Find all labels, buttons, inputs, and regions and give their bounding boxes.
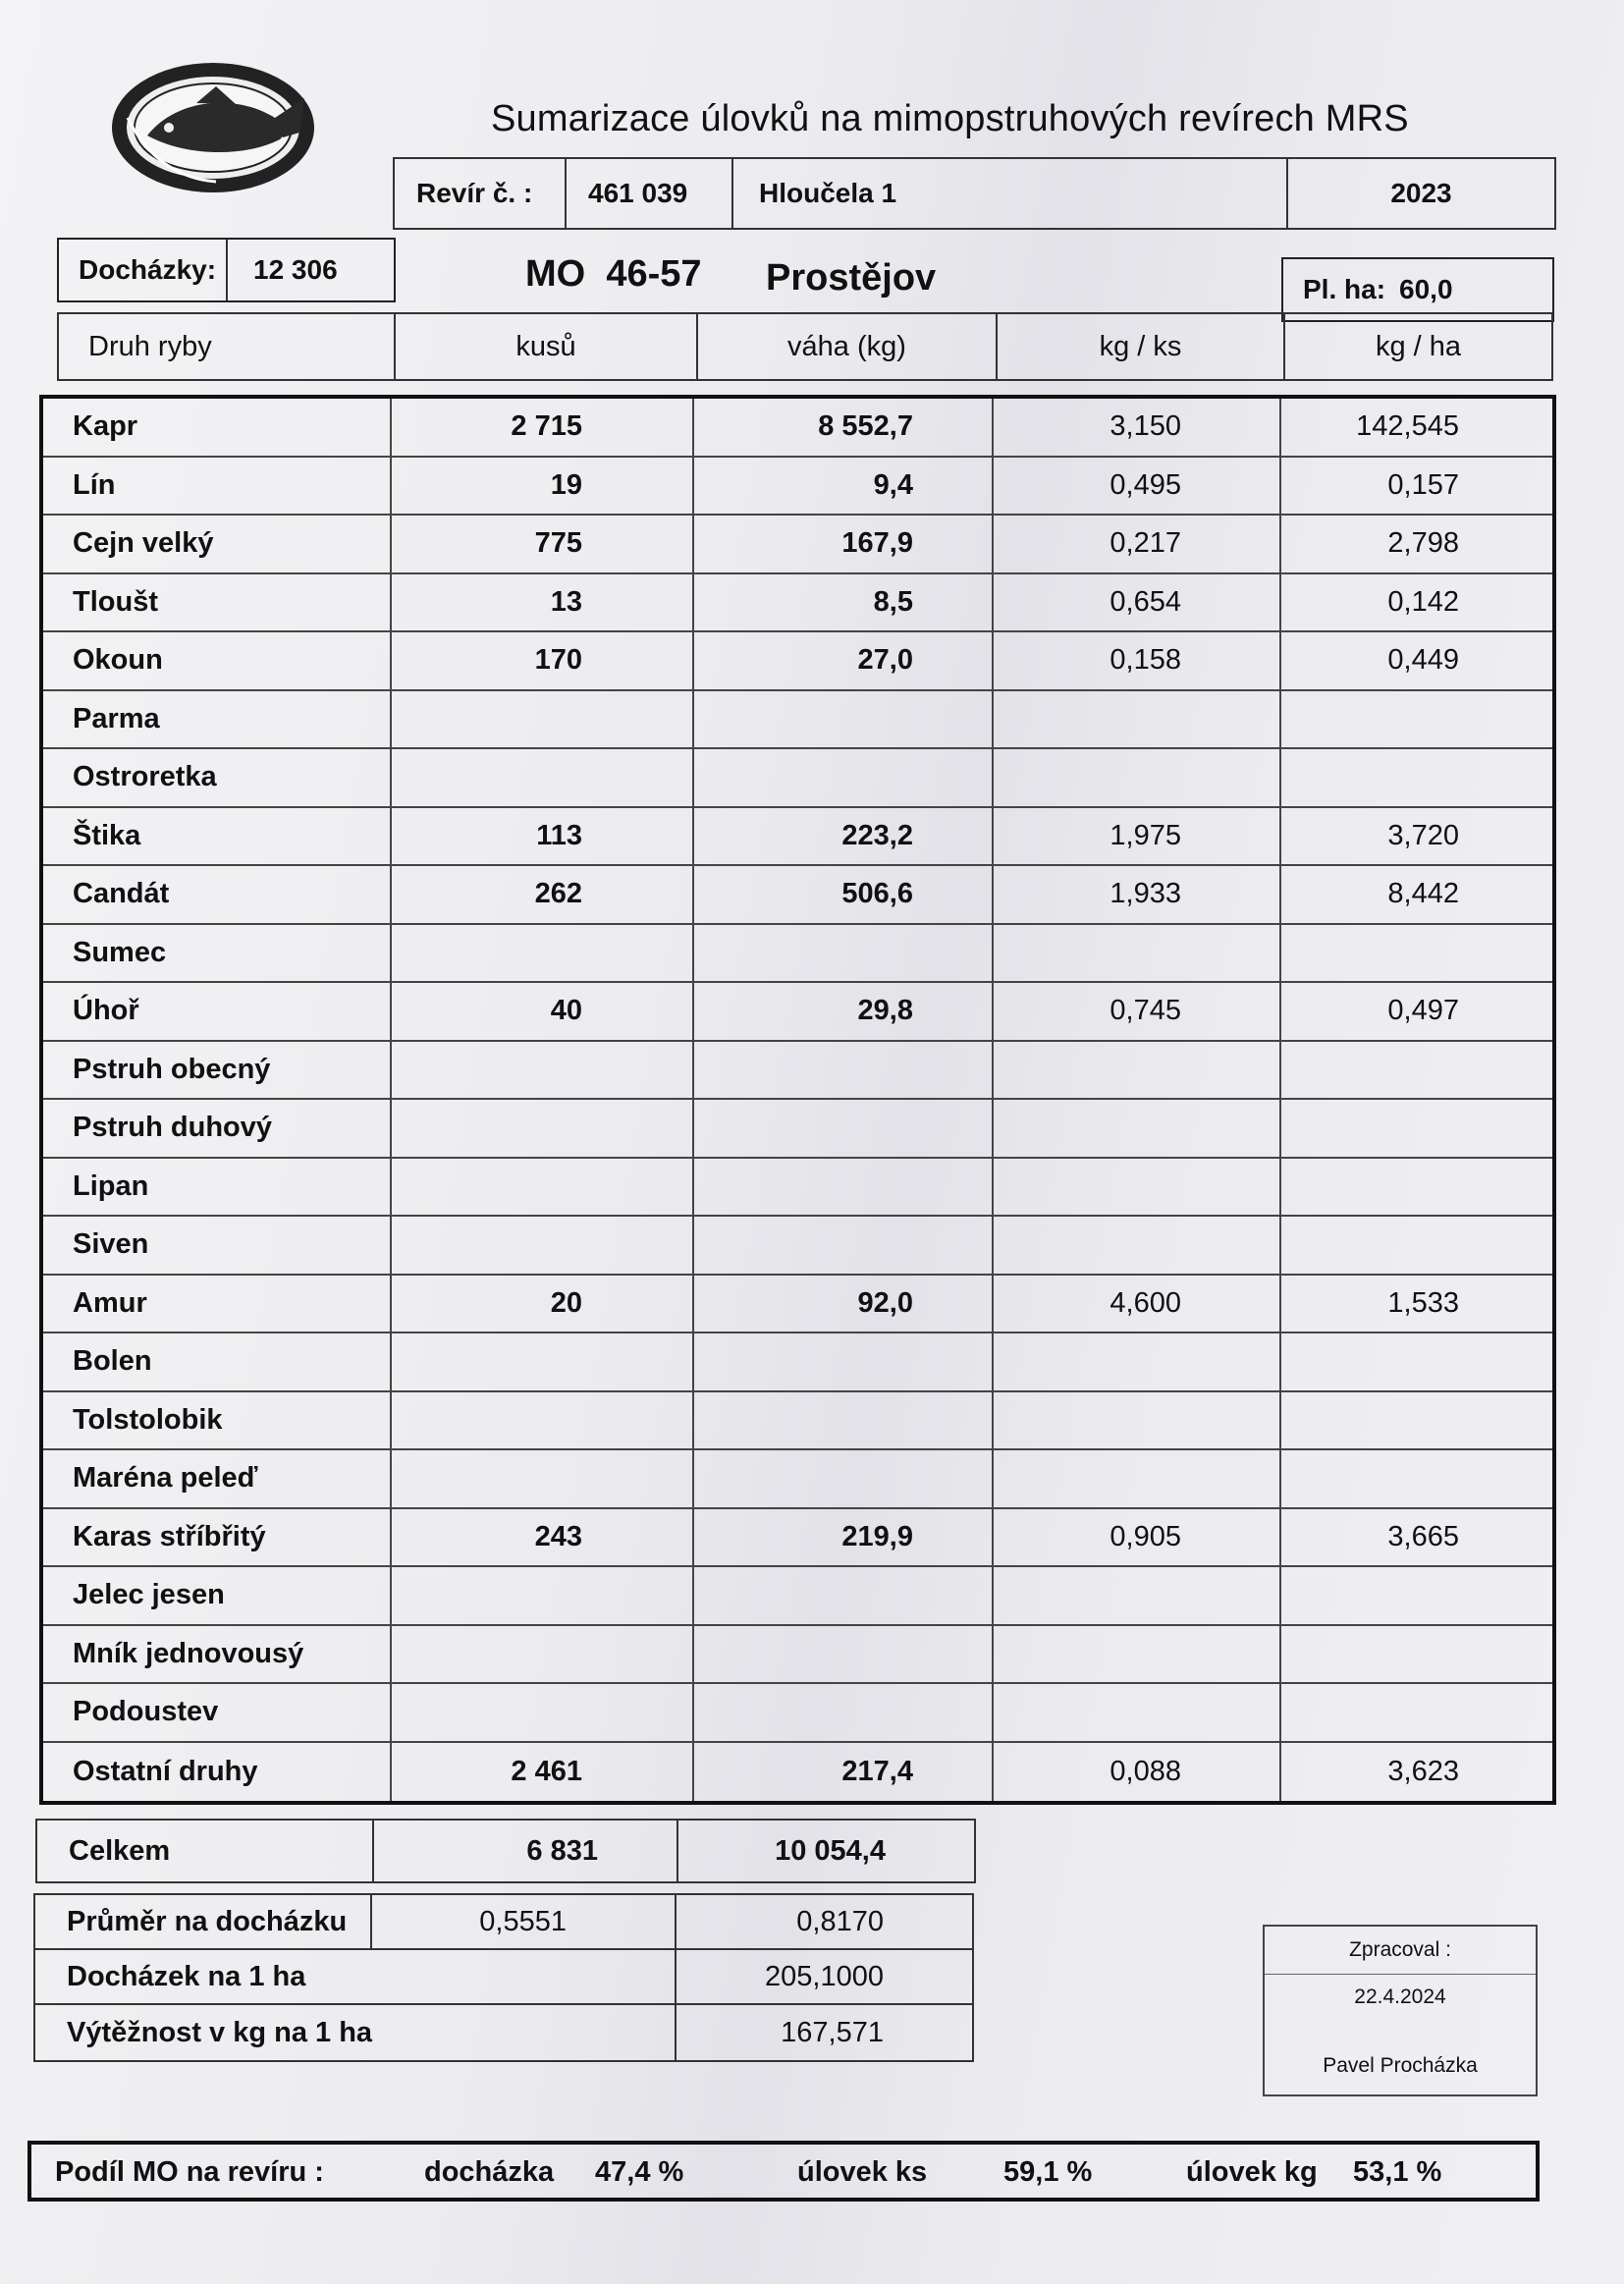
avg-kg: 0,8170: [796, 1905, 884, 1937]
table-row: [43, 632, 1552, 691]
kg-per-piece-cell: 3,150: [994, 399, 1281, 456]
column-ks: kusů: [396, 314, 698, 379]
kg-per-piece-cell: [994, 1684, 1281, 1741]
processed-box: [1263, 1925, 1538, 2096]
count-cell: [392, 1100, 694, 1157]
weight-cell: 29,8: [694, 983, 994, 1040]
revir-year: 2023: [1390, 178, 1452, 208]
weight-cell: [694, 925, 994, 982]
kg-per-ha-cell: [1281, 1567, 1552, 1624]
kg-per-piece-cell: [994, 1626, 1281, 1683]
kg-per-ha-cell: 3,665: [1387, 1520, 1459, 1552]
dochazky-value: 12 306: [253, 254, 338, 285]
mo-code: MO 46-57: [525, 253, 702, 295]
count-cell: 243: [392, 1509, 694, 1566]
table-row: [43, 1217, 1552, 1276]
table-row: [43, 1276, 1552, 1334]
species-name: Pstruh duhový: [43, 1100, 392, 1157]
revir-number: 461 039: [567, 159, 733, 228]
table-row: [43, 458, 1552, 517]
count-cell: 40: [392, 983, 694, 1040]
weight-cell: 217,4: [694, 1743, 994, 1802]
weight-cell: [694, 1684, 994, 1741]
kg-per-ha-cell: 8,442: [1387, 878, 1459, 910]
species-name: Tloušt: [43, 574, 392, 631]
revir-header: [393, 157, 1556, 230]
count-cell: 20: [392, 1276, 694, 1332]
count-cell: [392, 1684, 694, 1741]
species-name: Amur: [43, 1276, 392, 1332]
kg-per-piece-cell: [994, 691, 1281, 748]
table-row: [43, 1626, 1552, 1685]
column-weight: váha (kg): [698, 314, 998, 379]
count-cell: [392, 1626, 694, 1683]
species-name: Tolstolobik: [43, 1392, 392, 1449]
avg-label: Průměr na docházku: [35, 1895, 372, 1948]
kg-per-piece-cell: [994, 1567, 1281, 1624]
count-cell: [392, 1333, 694, 1390]
kg-per-ha-cell: [1281, 1626, 1552, 1683]
yield-value: 167,571: [781, 2016, 884, 2048]
table-row: [43, 1042, 1552, 1101]
area-value: 60,0: [1399, 274, 1453, 304]
mo-city: Prostějov: [766, 257, 937, 299]
kg-per-ha-cell: [1281, 1392, 1552, 1449]
weight-cell: [694, 1042, 994, 1099]
kg-per-piece-cell: 1,975: [994, 808, 1281, 865]
species-name: Ostroretka: [43, 749, 392, 806]
table-row: [43, 691, 1552, 750]
kg-per-ha-cell: [1281, 749, 1552, 806]
table-row: [43, 925, 1552, 984]
species-name: Ostatní druhy: [43, 1743, 392, 1802]
share-kg-label: úlovek kg: [1186, 2156, 1318, 2188]
kg-per-piece-cell: 4,600: [994, 1276, 1281, 1332]
kg-per-ha-cell: 1,533: [1387, 1286, 1459, 1319]
kg-per-ha-cell: [1281, 1333, 1552, 1390]
weight-cell: 92,0: [694, 1276, 994, 1332]
kg-per-ha-cell: [1281, 1684, 1552, 1741]
kg-per-ha-cell: 3,623: [1387, 1755, 1459, 1787]
species-name: Úhoř: [43, 983, 392, 1040]
species-name: Pstruh obecný: [43, 1042, 392, 1099]
weight-cell: [694, 1333, 994, 1390]
species-name: Karas stříbřitý: [43, 1509, 392, 1566]
species-name: Cejn velký: [43, 516, 392, 572]
weight-cell: [694, 1217, 994, 1274]
weight-cell: 223,2: [694, 808, 994, 865]
processed-name: Pavel Procházka: [1323, 2054, 1478, 2077]
total-label: Celkem: [37, 1821, 374, 1881]
perha-label: Docházek na 1 ha: [35, 1950, 677, 2003]
weight-cell: [694, 749, 994, 806]
kg-per-piece-cell: 1,933: [994, 866, 1281, 923]
kg-per-ha-cell: [1281, 1100, 1552, 1157]
count-cell: 2 715: [392, 399, 694, 456]
kg-per-ha-cell: 142,545: [1356, 410, 1459, 443]
kg-per-ha-cell: [1281, 691, 1552, 748]
total-kg: 10 054,4: [775, 1834, 886, 1867]
weight-cell: 27,0: [694, 632, 994, 689]
weight-cell: [694, 1626, 994, 1683]
table-row: [43, 1333, 1552, 1392]
processed-label: Zpracoval :: [1265, 1927, 1536, 1975]
count-cell: [392, 1392, 694, 1449]
total-ks: 6 831: [374, 1821, 678, 1881]
table-row: [43, 1159, 1552, 1218]
count-cell: 113: [392, 808, 694, 865]
kg-per-piece-cell: [994, 749, 1281, 806]
species-name: Bolen: [43, 1333, 392, 1390]
stats-row-perha: [35, 1950, 972, 2005]
kg-per-piece-cell: [994, 1333, 1281, 1390]
count-cell: 775: [392, 516, 694, 572]
species-name: Candát: [43, 866, 392, 923]
count-cell: [392, 1567, 694, 1624]
table-row: [43, 1100, 1552, 1159]
kg-per-ha-cell: [1281, 1450, 1552, 1507]
weight-cell: 167,9: [694, 516, 994, 572]
kg-per-ha-cell: 0,497: [1387, 995, 1459, 1027]
table-row: [43, 983, 1552, 1042]
kg-per-piece-cell: [994, 925, 1281, 982]
count-cell: [392, 749, 694, 806]
share-row: [27, 2141, 1540, 2202]
column-headers: [57, 312, 1553, 381]
table-row: [43, 516, 1552, 574]
species-name: Lipan: [43, 1159, 392, 1216]
area-label: Pl. ha:: [1303, 274, 1386, 304]
dochazky-label: Docházky:: [59, 240, 228, 300]
table-row: [43, 1392, 1552, 1451]
share-att-value: 47,4 %: [595, 2156, 684, 2188]
weight-cell: [694, 691, 994, 748]
weight-cell: 506,6: [694, 866, 994, 923]
kg-per-piece-cell: 0,654: [994, 574, 1281, 631]
weight-cell: [694, 1159, 994, 1216]
total-row: [35, 1819, 976, 1883]
share-ks-value: 59,1 %: [1003, 2156, 1093, 2188]
kg-per-piece-cell: 0,905: [994, 1509, 1281, 1566]
weight-cell: [694, 1567, 994, 1624]
count-cell: 19: [392, 458, 694, 515]
kg-per-piece-cell: [994, 1392, 1281, 1449]
share-label: Podíl MO na revíru :: [55, 2156, 324, 2188]
kg-per-ha-cell: 2,798: [1387, 527, 1459, 560]
table-row: [43, 749, 1552, 808]
fish-emblem-icon: [108, 59, 319, 196]
weight-cell: 8,5: [694, 574, 994, 631]
kg-per-ha-cell: [1281, 1159, 1552, 1216]
dochazky-box: [57, 238, 396, 302]
species-name: Parma: [43, 691, 392, 748]
stats-table: [33, 1893, 974, 2062]
species-name: Štika: [43, 808, 392, 865]
kg-per-piece-cell: [994, 1159, 1281, 1216]
weight-cell: 219,9: [694, 1509, 994, 1566]
weight-cell: [694, 1392, 994, 1449]
species-name: Lín: [43, 458, 392, 515]
count-cell: 262: [392, 866, 694, 923]
kg-per-piece-cell: 0,217: [994, 516, 1281, 572]
count-cell: [392, 1217, 694, 1274]
catch-table: [39, 395, 1556, 1805]
kg-per-piece-cell: [994, 1450, 1281, 1507]
kg-per-piece-cell: 0,495: [994, 458, 1281, 515]
species-name: Siven: [43, 1217, 392, 1274]
perha-value: 205,1000: [765, 1960, 884, 1992]
count-cell: 2 461: [392, 1743, 694, 1802]
species-name: Okoun: [43, 632, 392, 689]
table-row: [43, 1743, 1552, 1802]
kg-per-ha-cell: 0,449: [1387, 644, 1459, 677]
column-species: Druh ryby: [59, 314, 396, 379]
count-cell: 13: [392, 574, 694, 631]
kg-per-piece-cell: [994, 1100, 1281, 1157]
weight-cell: 8 552,7: [694, 399, 994, 456]
count-cell: [392, 691, 694, 748]
weight-cell: [694, 1450, 994, 1507]
column-kgks: kg / ks: [998, 314, 1285, 379]
species-name: Maréna peleď: [43, 1450, 392, 1507]
species-name: Podoustev: [43, 1684, 392, 1741]
kg-per-piece-cell: [994, 1217, 1281, 1274]
kg-per-piece-cell: 0,158: [994, 632, 1281, 689]
count-cell: [392, 1159, 694, 1216]
share-att-label: docházka: [424, 2156, 555, 2188]
kg-per-ha-cell: 3,720: [1387, 819, 1459, 851]
document-title: Sumarizace úlovků na mimopstruhových revírech MRS: [491, 98, 1409, 139]
kg-per-piece-cell: [994, 1042, 1281, 1099]
weight-cell: [694, 1100, 994, 1157]
species-name: Kapr: [43, 399, 392, 456]
species-name: Jelec jesen: [43, 1567, 392, 1624]
stats-row-yield: [35, 2005, 972, 2060]
kg-per-ha-cell: [1281, 1217, 1552, 1274]
kg-per-ha-cell: [1281, 925, 1552, 982]
kg-per-ha-cell: 0,157: [1387, 468, 1459, 501]
weight-cell: 9,4: [694, 458, 994, 515]
count-cell: [392, 1042, 694, 1099]
kg-per-piece-cell: 0,088: [994, 1743, 1281, 1802]
avg-ks: 0,5551: [372, 1895, 677, 1948]
table-row: [43, 574, 1552, 633]
table-row: [43, 866, 1552, 925]
table-row: [43, 1567, 1552, 1626]
count-cell: [392, 1450, 694, 1507]
species-name: Sumec: [43, 925, 392, 982]
processed-date: 22.4.2024: [1354, 1985, 1446, 2008]
kg-per-piece-cell: 0,745: [994, 983, 1281, 1040]
table-row: [43, 1450, 1552, 1509]
count-cell: 170: [392, 632, 694, 689]
yield-label: Výtěžnost v kg na 1 ha: [35, 2005, 677, 2060]
revir-label: Revír č. :: [395, 159, 567, 228]
share-ks-label: úlovek ks: [797, 2156, 928, 2188]
species-name: Mník jednovousý: [43, 1626, 392, 1683]
table-row: [43, 399, 1552, 458]
column-kgha: kg / ha: [1375, 330, 1462, 362]
count-cell: [392, 925, 694, 982]
table-row: [43, 1509, 1552, 1568]
share-kg-value: 53,1 %: [1353, 2156, 1442, 2188]
table-row: [43, 1684, 1552, 1743]
table-row: [43, 808, 1552, 867]
kg-per-ha-cell: [1281, 1042, 1552, 1099]
kg-per-ha-cell: 0,142: [1387, 585, 1459, 618]
stats-row-average: [35, 1895, 972, 1950]
revir-name: Hloučela 1: [733, 159, 1288, 228]
